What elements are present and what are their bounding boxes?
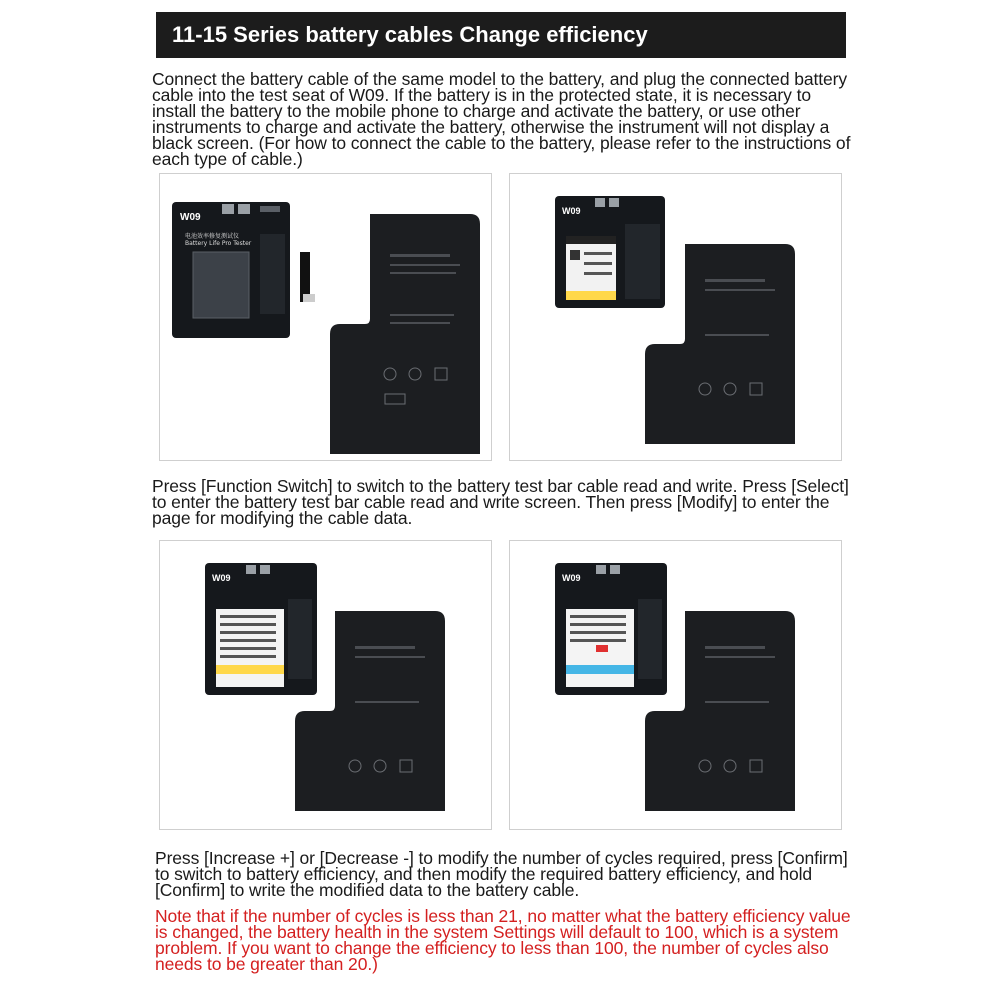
device-subtitle-en: Battery Life Pro Tester [185,240,252,247]
intro-paragraph: Connect the battery cable of the same model to the battery, and plug the connected battery cable into the test seat of W09. If the battery is in the protected state, it is necessary to install the battery to the mobile phone to charge and activate the battery, or use other instruments to charge and activate the battery, otherwise the instrument will not display a black screen. (For how to connect the cable to the battery, please refer to the instructions of each type of cable.) [152,69,851,169]
svg-text:W09: W09 [562,206,581,216]
device-model-label: W09 [180,212,201,223]
photo-device-menu-screen [509,173,842,461]
section-title: 11-15 Series battery cables Change efficiency [156,12,846,58]
photo-device-data-screen [159,540,492,830]
step3-paragraph: Press [Increase +] or [Decrease -] to modify the number of cycles required, press [Confirm] to switch to battery efficiency, and then modify the required battery efficiency, and hold [Confirm] to write the modified data to the battery cable. [155,848,848,900]
svg-text:W09: W09 [212,573,231,583]
photo-device-modify-screen [509,540,842,830]
photo-device-blank-screen [159,173,492,461]
step2-paragraph: Press [Function Switch] to switch to the battery test bar cable read and write. Press [Select] to enter the battery test bar cable read and write screen. Then press [Modify] to enter the page for modifying the cable data. [152,476,849,528]
device-subtitle-cn: 电池效率修复测试仪 [185,233,240,240]
note-paragraph: Note that if the number of cycles is less than 21, no matter what the battery efficiency value is changed, the battery health in the system Settings will default to 100, which is a system problem. If you want to change the efficiency to less than 100, the number of cycles also needs to be greater than 20.) [155,906,851,974]
svg-text:W09: W09 [562,573,581,583]
